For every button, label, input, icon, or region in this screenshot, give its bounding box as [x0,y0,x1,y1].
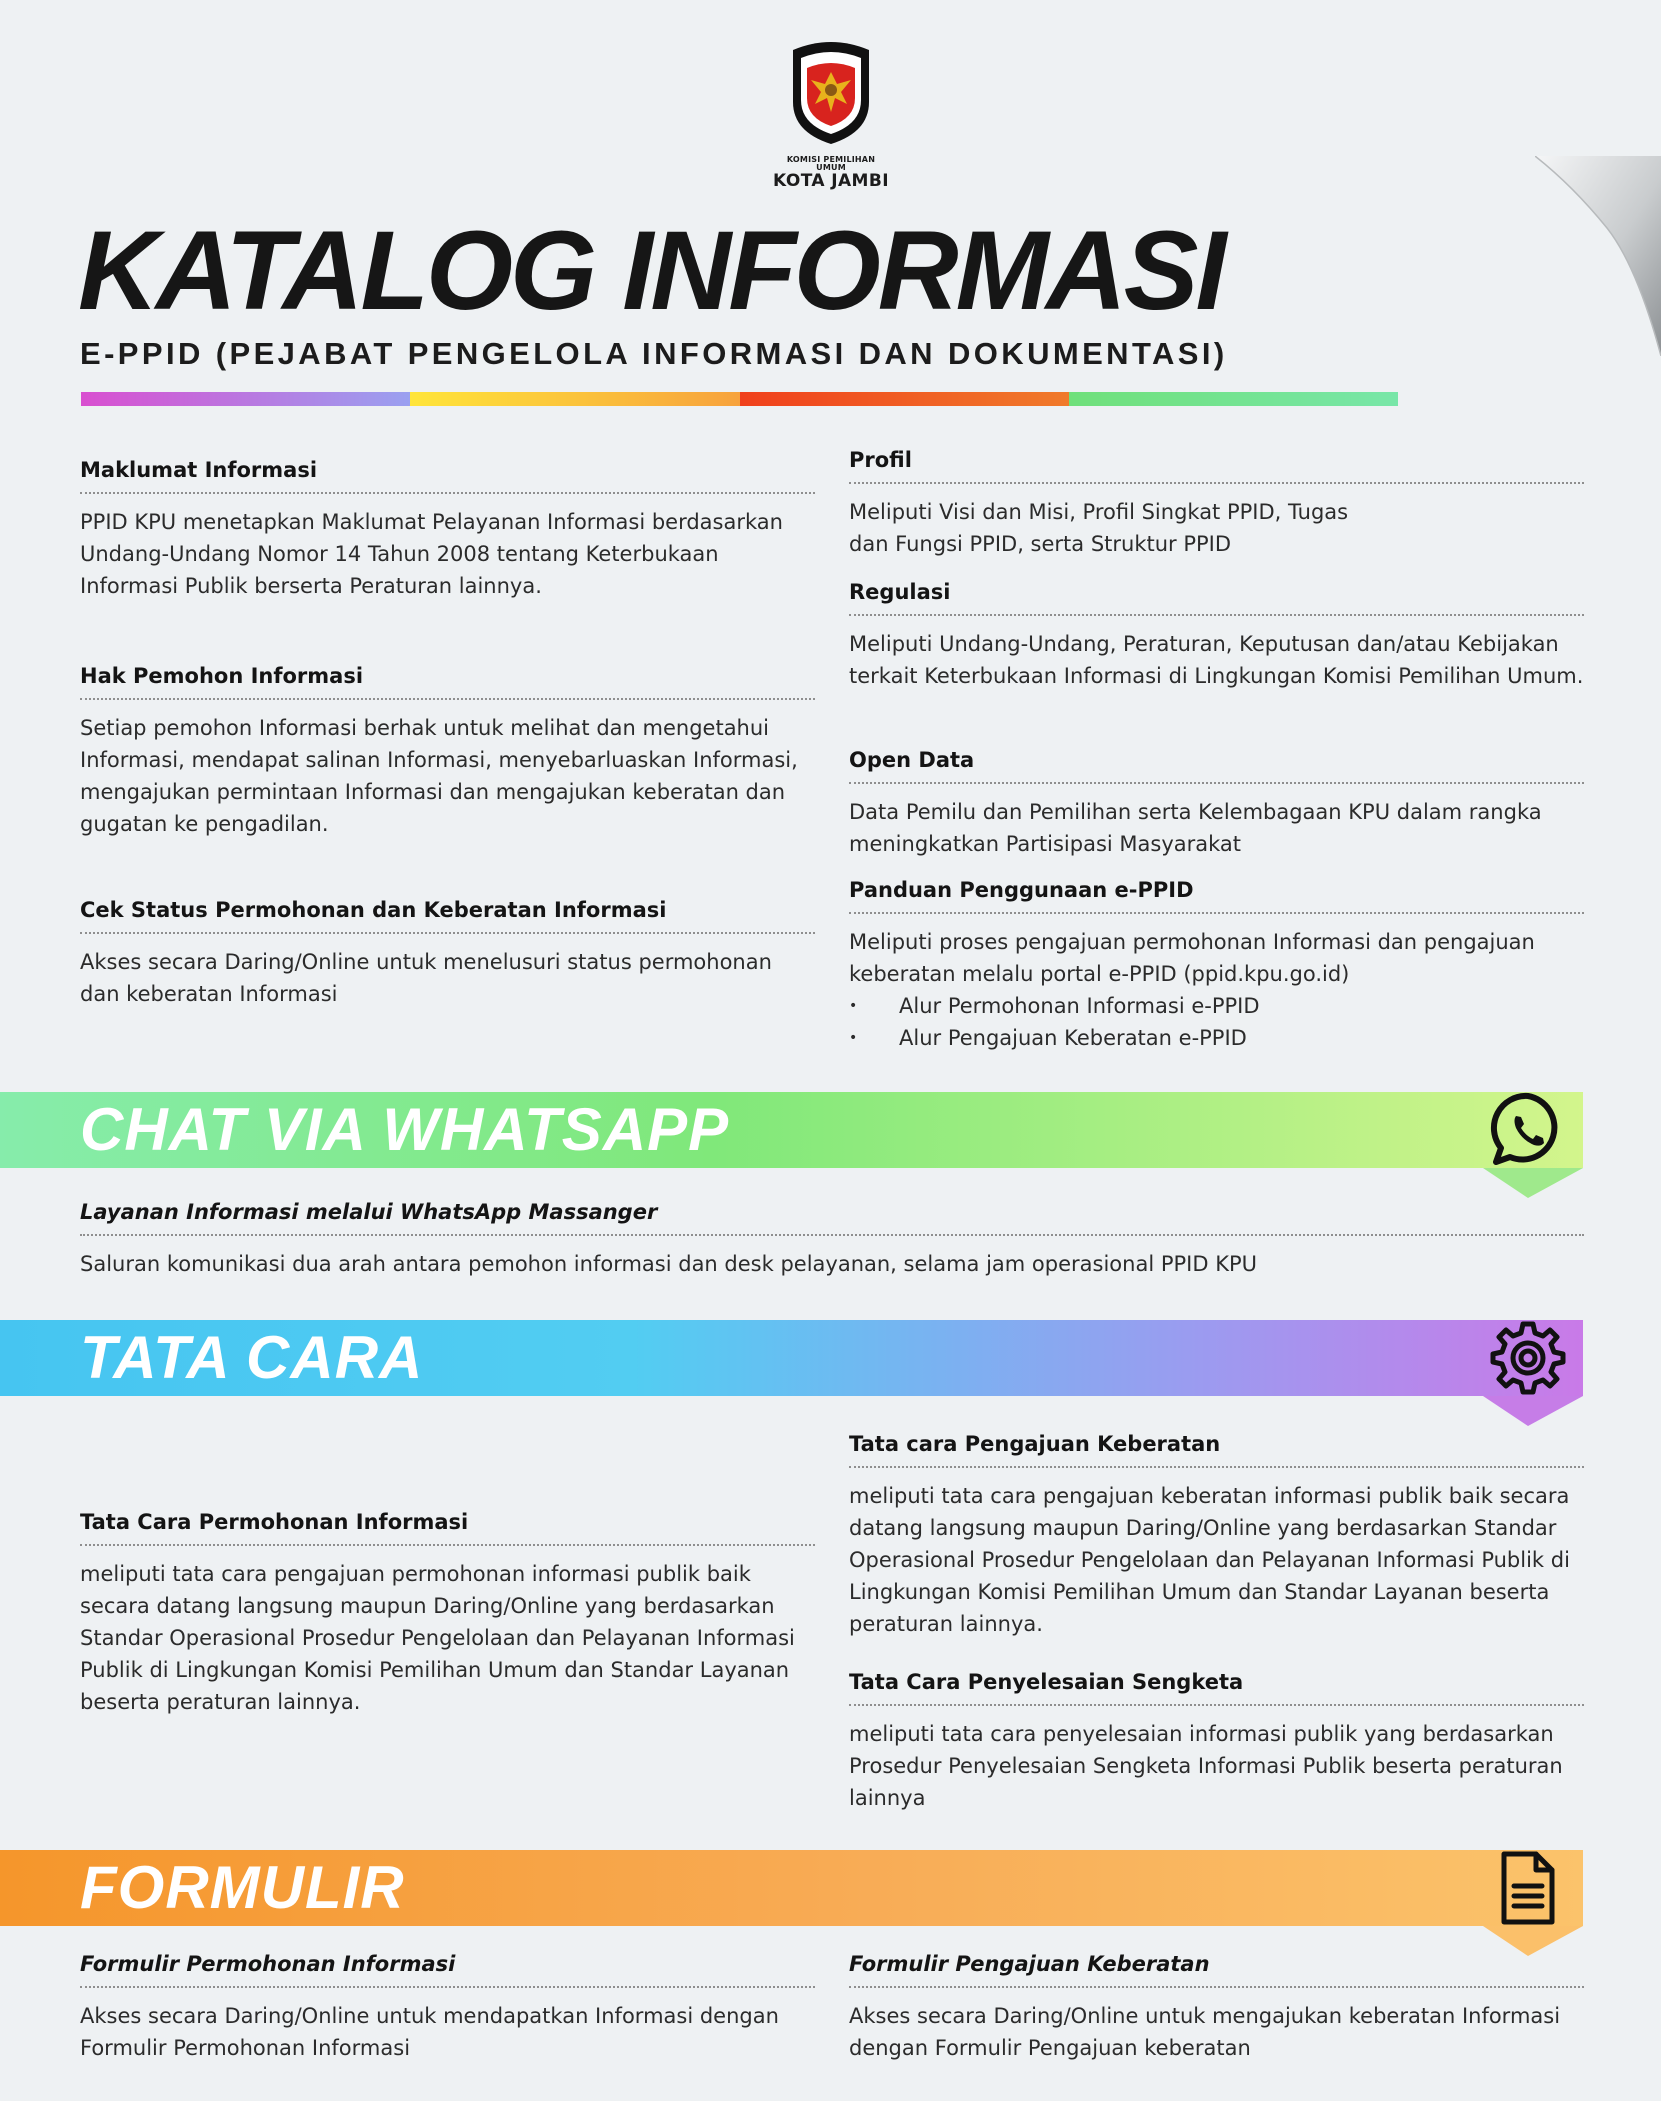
whatsapp-banner [0,1092,1583,1168]
block-heading: Hak Pemohon Informasi [80,664,815,700]
logo-org-line: KOMISI PEMILIHAN UMUM [786,155,876,172]
block-body: Meliputi Undang-Undang, Peraturan, Keputusan dan/atau Kebijakan terkait Keterbukaan Informasi di Lingkungan Komisi Pemilihan Umum. [849,632,1584,688]
block-body: meliputi tata cara pengajuan permohonan informasi publik baik secara datang langsung maupun Daring/Online yang berdasarkan Standar Operasional Prosedur Pengelolaan dan Pelayanan Informasi Publik di Lingkungan Komisi Pemilihan Umum dan Standar Layanan beserta peraturan lainnya. [80,1562,795,1714]
block-heading: Tata Cara Permohonan Informasi [80,1510,815,1546]
cek-status-block[interactable] [80,898,815,1010]
tata-cara-keberatan-block[interactable] [849,1432,1584,1640]
list-item[interactable]: • Alur Pengajuan Keberatan e-PPID [849,1022,1584,1054]
block-body: meliputi tata cara penyelesaian informasi publik yang berdasarkan Prosedur Penyelesaian Sengketa Informasi Publik beserta peraturan lainnya [849,1722,1563,1810]
rainbow-segment [410,392,739,406]
block-heading: Regulasi [849,580,1584,616]
panduan-block[interactable] [849,878,1584,1054]
rainbow-segment [1069,392,1398,406]
block-body: Akses secara Daring/Online untuk mendapatkan Informasi dengan Formulir Permohonan Informasi [80,2004,779,2060]
kpu-emblem-icon [787,40,875,148]
banner-title: TATA CARA [80,1324,424,1391]
document-icon[interactable] [1486,1846,1570,1930]
list-item[interactable]: • Alur Permohonan Informasi e-PPID [849,990,1584,1022]
rainbow-divider [81,392,1398,406]
logo-city: KOTA JAMBI [773,171,889,191]
block-heading: Cek Status Permohonan dan Keberatan Informasi [80,898,815,934]
formulir-banner [0,1850,1583,1926]
formulir-permohonan-block[interactable] [80,1952,815,2064]
tata-cara-banner [0,1320,1583,1396]
block-heading: Open Data [849,748,1584,784]
maklumat-informasi-block[interactable] [80,458,815,602]
gear-icon[interactable] [1486,1316,1570,1400]
tata-cara-sengketa-block[interactable] [849,1670,1584,1814]
block-body: Saluran komunikasi dua arah antara pemohon informasi dan desk pelayanan, selama jam operasional PPID KPU [80,1252,1258,1276]
block-body: Akses secara Daring/Online untuk menelusuri status permohonan dan keberatan Informasi [80,950,772,1006]
block-body: Meliputi Visi dan Misi, Profil Singkat PPID, Tugas dan Fungsi PPID, serta Struktur PPID [849,500,1349,556]
tata-cara-permohonan-block[interactable] [80,1510,815,1718]
page-subtitle: E-PPID (PEJABAT PENGELOLA INFORMASI DAN DOKUMENTASI) [80,336,1228,371]
rainbow-segment [740,392,1069,406]
block-heading: Tata cara Pengajuan Keberatan [849,1432,1584,1468]
formulir-keberatan-block[interactable] [849,1952,1584,2064]
block-heading: Panduan Penggunaan e-PPID [849,878,1584,914]
profil-block[interactable] [849,448,1584,560]
regulasi-block[interactable] [849,580,1584,692]
block-heading: Profil [849,448,1584,484]
page-title: KATALOG INFORMASI [78,208,1224,333]
block-heading: Maklumat Informasi [80,458,815,494]
banner-title: CHAT VIA WHATSAPP [80,1096,730,1163]
kpu-logo [771,40,891,191]
block-heading: Formulir Pengajuan Keberatan [849,1952,1584,1988]
block-heading: Tata Cara Penyelesaian Sengketa [849,1670,1584,1706]
block-body [849,926,1584,1054]
banner-tab [1483,1396,1583,1426]
rainbow-segment [81,392,410,406]
banner-title: FORMULIR [80,1854,405,1921]
layanan-whatsapp-block[interactable] [80,1200,1584,1280]
open-data-block[interactable] [849,748,1584,860]
panduan-bullet-list [849,990,1584,1054]
block-body: PPID KPU menetapkan Maklumat Pelayanan Informasi berdasarkan Undang-Undang Nomor 14 Tahun 2008 tentang Keterbukaan Informasi Publik berserta Peraturan lainnya. [80,510,783,598]
block-body: Akses secara Daring/Online untuk mengajukan keberatan Informasi dengan Formulir Pengajuan keberatan [849,2004,1561,2060]
block-body: Data Pemilu dan Pemilihan serta Kelembagaan KPU dalam rangka meningkatkan Partisipasi Masyarakat [849,800,1542,856]
block-body: meliputi tata cara pengajuan keberatan informasi publik baik secara datang langsung maupun Daring/Online yang berdasarkan Standar Operasional Prosedur Pengelolaan dan Pelayanan Informasi Publik di Lingkungan Komisi Pemilihan Umum dan Standar Layanan beserta peraturan lainnya. [849,1484,1570,1636]
whatsapp-icon[interactable] [1486,1088,1570,1172]
block-heading: Layanan Informasi melalui WhatsApp Massanger [80,1200,1584,1236]
block-body: Setiap pemohon Informasi berhak untuk melihat dan mengetahui Informasi, mendapat salinan Informasi, menyebarluaskan Informasi, mengajukan permintaan Informasi dan mengajukan keberatan dan gugatan ke pengadilan. [80,716,798,836]
hak-pemohon-block[interactable] [80,664,815,840]
page-curl-decoration [1535,156,1661,356]
block-body-text: Meliputi proses pengajuan permohonan Informasi dan pengajuan keberatan melalu portal e-PPID (ppid.kpu.go.id) [849,930,1535,986]
banner-tab [1483,1168,1583,1198]
block-heading: Formulir Permohonan Informasi [80,1952,815,1988]
